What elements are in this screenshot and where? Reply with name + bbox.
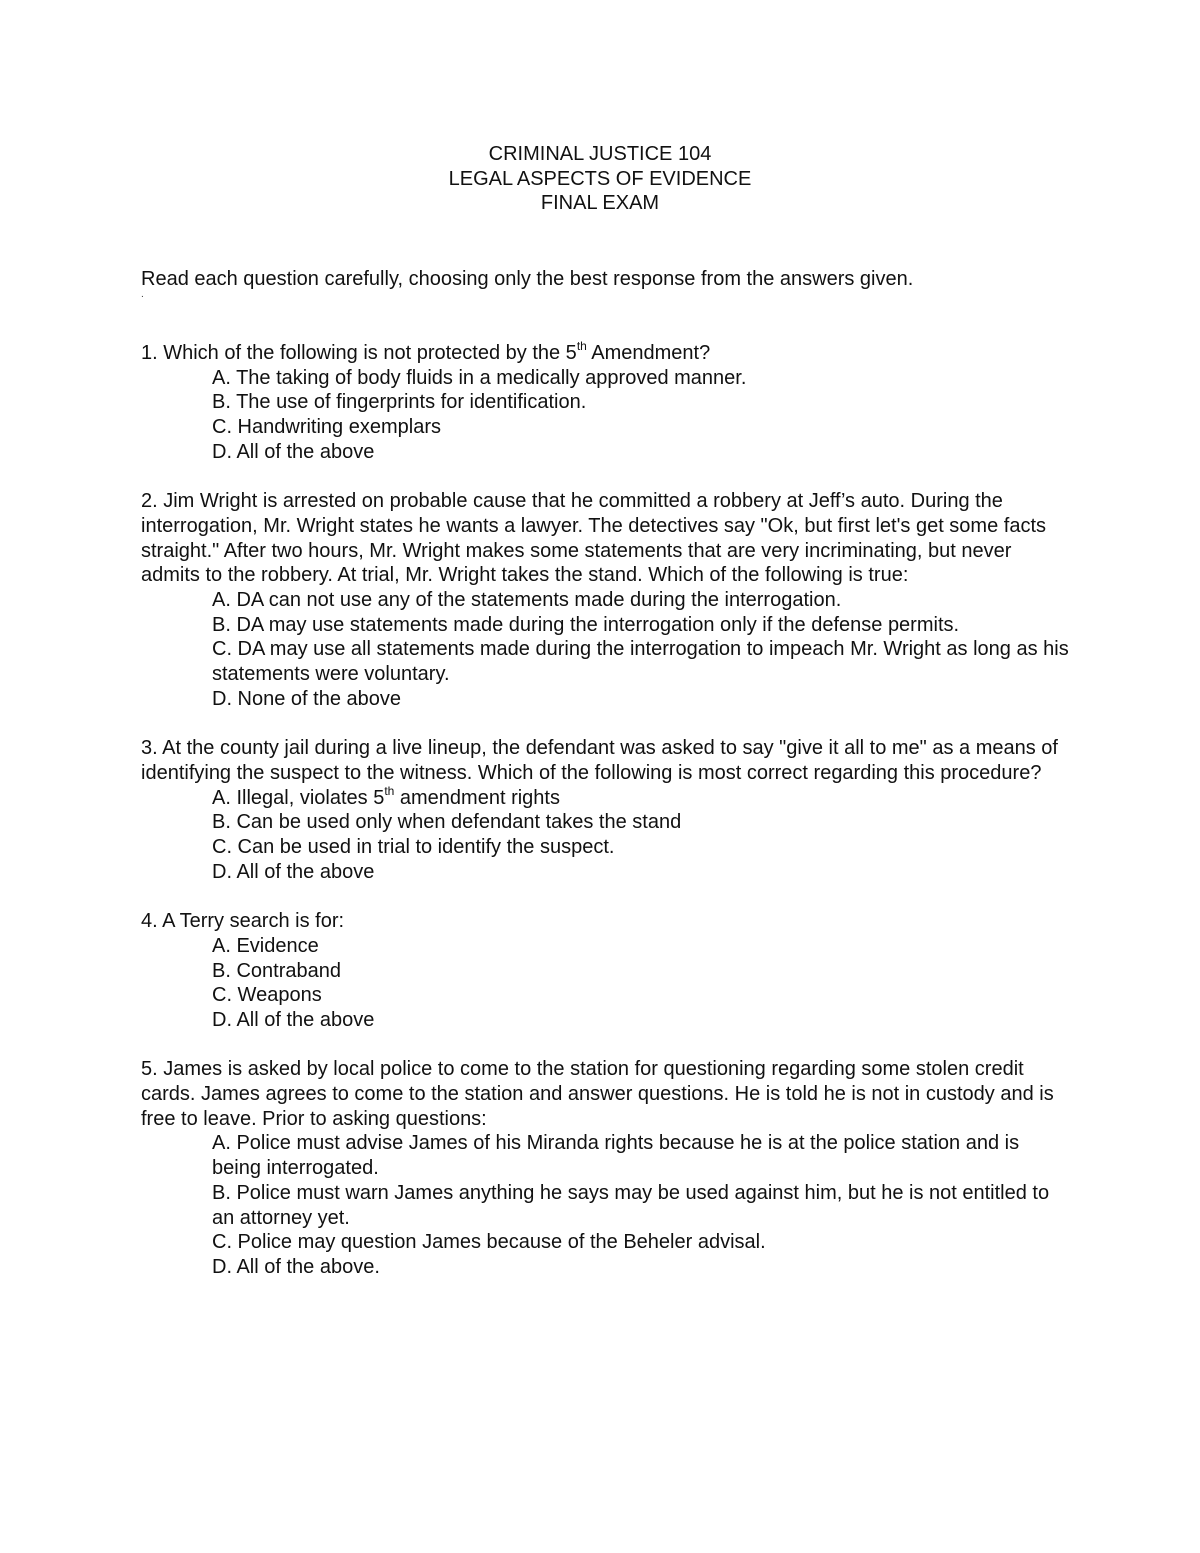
question-list bbox=[141, 341, 1071, 1304]
option-a-suffix: amendment rights bbox=[394, 786, 560, 809]
option-d: D. All of the above bbox=[212, 860, 375, 883]
option-b: B. DA may use statements made during the interrogation only if the defense permits. bbox=[212, 613, 960, 636]
course-title: CRIMINAL JUSTICE 104 bbox=[488, 143, 712, 165]
question-3 bbox=[141, 736, 1071, 884]
question-1-text-suffix: Amendment? bbox=[586, 342, 711, 364]
question-1-text bbox=[141, 341, 1071, 366]
course-subtitle: LEGAL ASPECTS OF EVIDENCE bbox=[448, 167, 752, 190]
question-4-options bbox=[141, 934, 1071, 1033]
ordinal-suffix: th bbox=[384, 783, 395, 798]
option-c: C. Handwriting exemplars bbox=[212, 416, 441, 439]
option-a: A. Police must advise James of his Miranda rights because he is at the police station and is being interrogated. bbox=[212, 1132, 1020, 1180]
exam-title: FINAL EXAM bbox=[540, 192, 660, 215]
option-c: C. DA may use all statements made during the interrogation to impeach Mr. Wright as long as his statements were voluntary. bbox=[212, 638, 1069, 686]
question-3-text: 3. At the county jail during a live lineup, the defendant was asked to say "give it all to me" as a means of identifying the suspect to the witness. Which of the following is most correct regarding this procedure? bbox=[141, 737, 1058, 784]
option-a-prefix: A. Illegal, violates 5 bbox=[212, 786, 385, 809]
option-c: C. Can be used in trial to identify the suspect. bbox=[212, 836, 615, 859]
option-a: A. DA can not use any of the statements made during the interrogation. bbox=[212, 589, 842, 612]
option-a bbox=[212, 783, 1071, 811]
option-b: B. Police must warn James anything he says may be used against him, but he is not entitled to an attorney yet. bbox=[212, 1181, 1050, 1229]
question-5 bbox=[141, 1057, 1071, 1279]
option-d: D. All of the above bbox=[212, 1008, 375, 1031]
option-a: A. Evidence bbox=[212, 934, 319, 957]
question-2-options bbox=[141, 588, 1071, 712]
question-4 bbox=[141, 909, 1071, 1033]
stray-mark: . bbox=[141, 289, 144, 300]
option-c: C. Police may question James because of the Beheler advisal. bbox=[212, 1231, 766, 1254]
question-3-options bbox=[141, 783, 1071, 885]
option-b: B. Can be used only when defendant takes the stand bbox=[212, 811, 682, 834]
option-d: D. None of the above bbox=[212, 687, 402, 710]
question-1-options bbox=[141, 366, 1071, 465]
option-a: A. The taking of body fluids in a medically approved manner. bbox=[212, 366, 747, 389]
question-5-options bbox=[141, 1131, 1071, 1279]
option-b: B. Contraband bbox=[212, 959, 341, 982]
question-1-text-prefix: 1. Which of the following is not protected by the 5 bbox=[141, 342, 577, 364]
exam-instructions: Read each question carefully, choosing only the best response from the answers given. bbox=[141, 268, 914, 290]
option-b: B. The use of fingerprints for identification. bbox=[212, 391, 587, 414]
option-d: D. All of the above bbox=[212, 440, 375, 463]
question-2 bbox=[141, 489, 1071, 711]
question-5-text: 5. James is asked by local police to come to the station for questioning regarding some stolen credit cards. James agrees to come to the station and answer questions. He is told he is not in custody and is free to leave. Prior to asking questions: bbox=[141, 1058, 1054, 1130]
ordinal-suffix: th bbox=[576, 339, 587, 353]
option-c: C. Weapons bbox=[212, 984, 322, 1007]
question-1 bbox=[141, 341, 1071, 465]
question-4-text: 4. A Terry search is for: bbox=[141, 910, 345, 933]
exam-header bbox=[0, 142, 1200, 216]
question-2-text: 2. Jim Wright is arrested on probable cause that he committed a robbery at Jeff’s auto. During the interrogation, Mr. Wright states he wants a lawyer. The detectives say "Ok, but first let's get some facts straight." After two hours, Mr. Wright makes some statements that are very incriminating, but never admits to the robbery. At trial, Mr. Wright takes the stand. Which of the following is true: bbox=[141, 490, 1047, 587]
option-d: D. All of the above. bbox=[212, 1255, 380, 1278]
